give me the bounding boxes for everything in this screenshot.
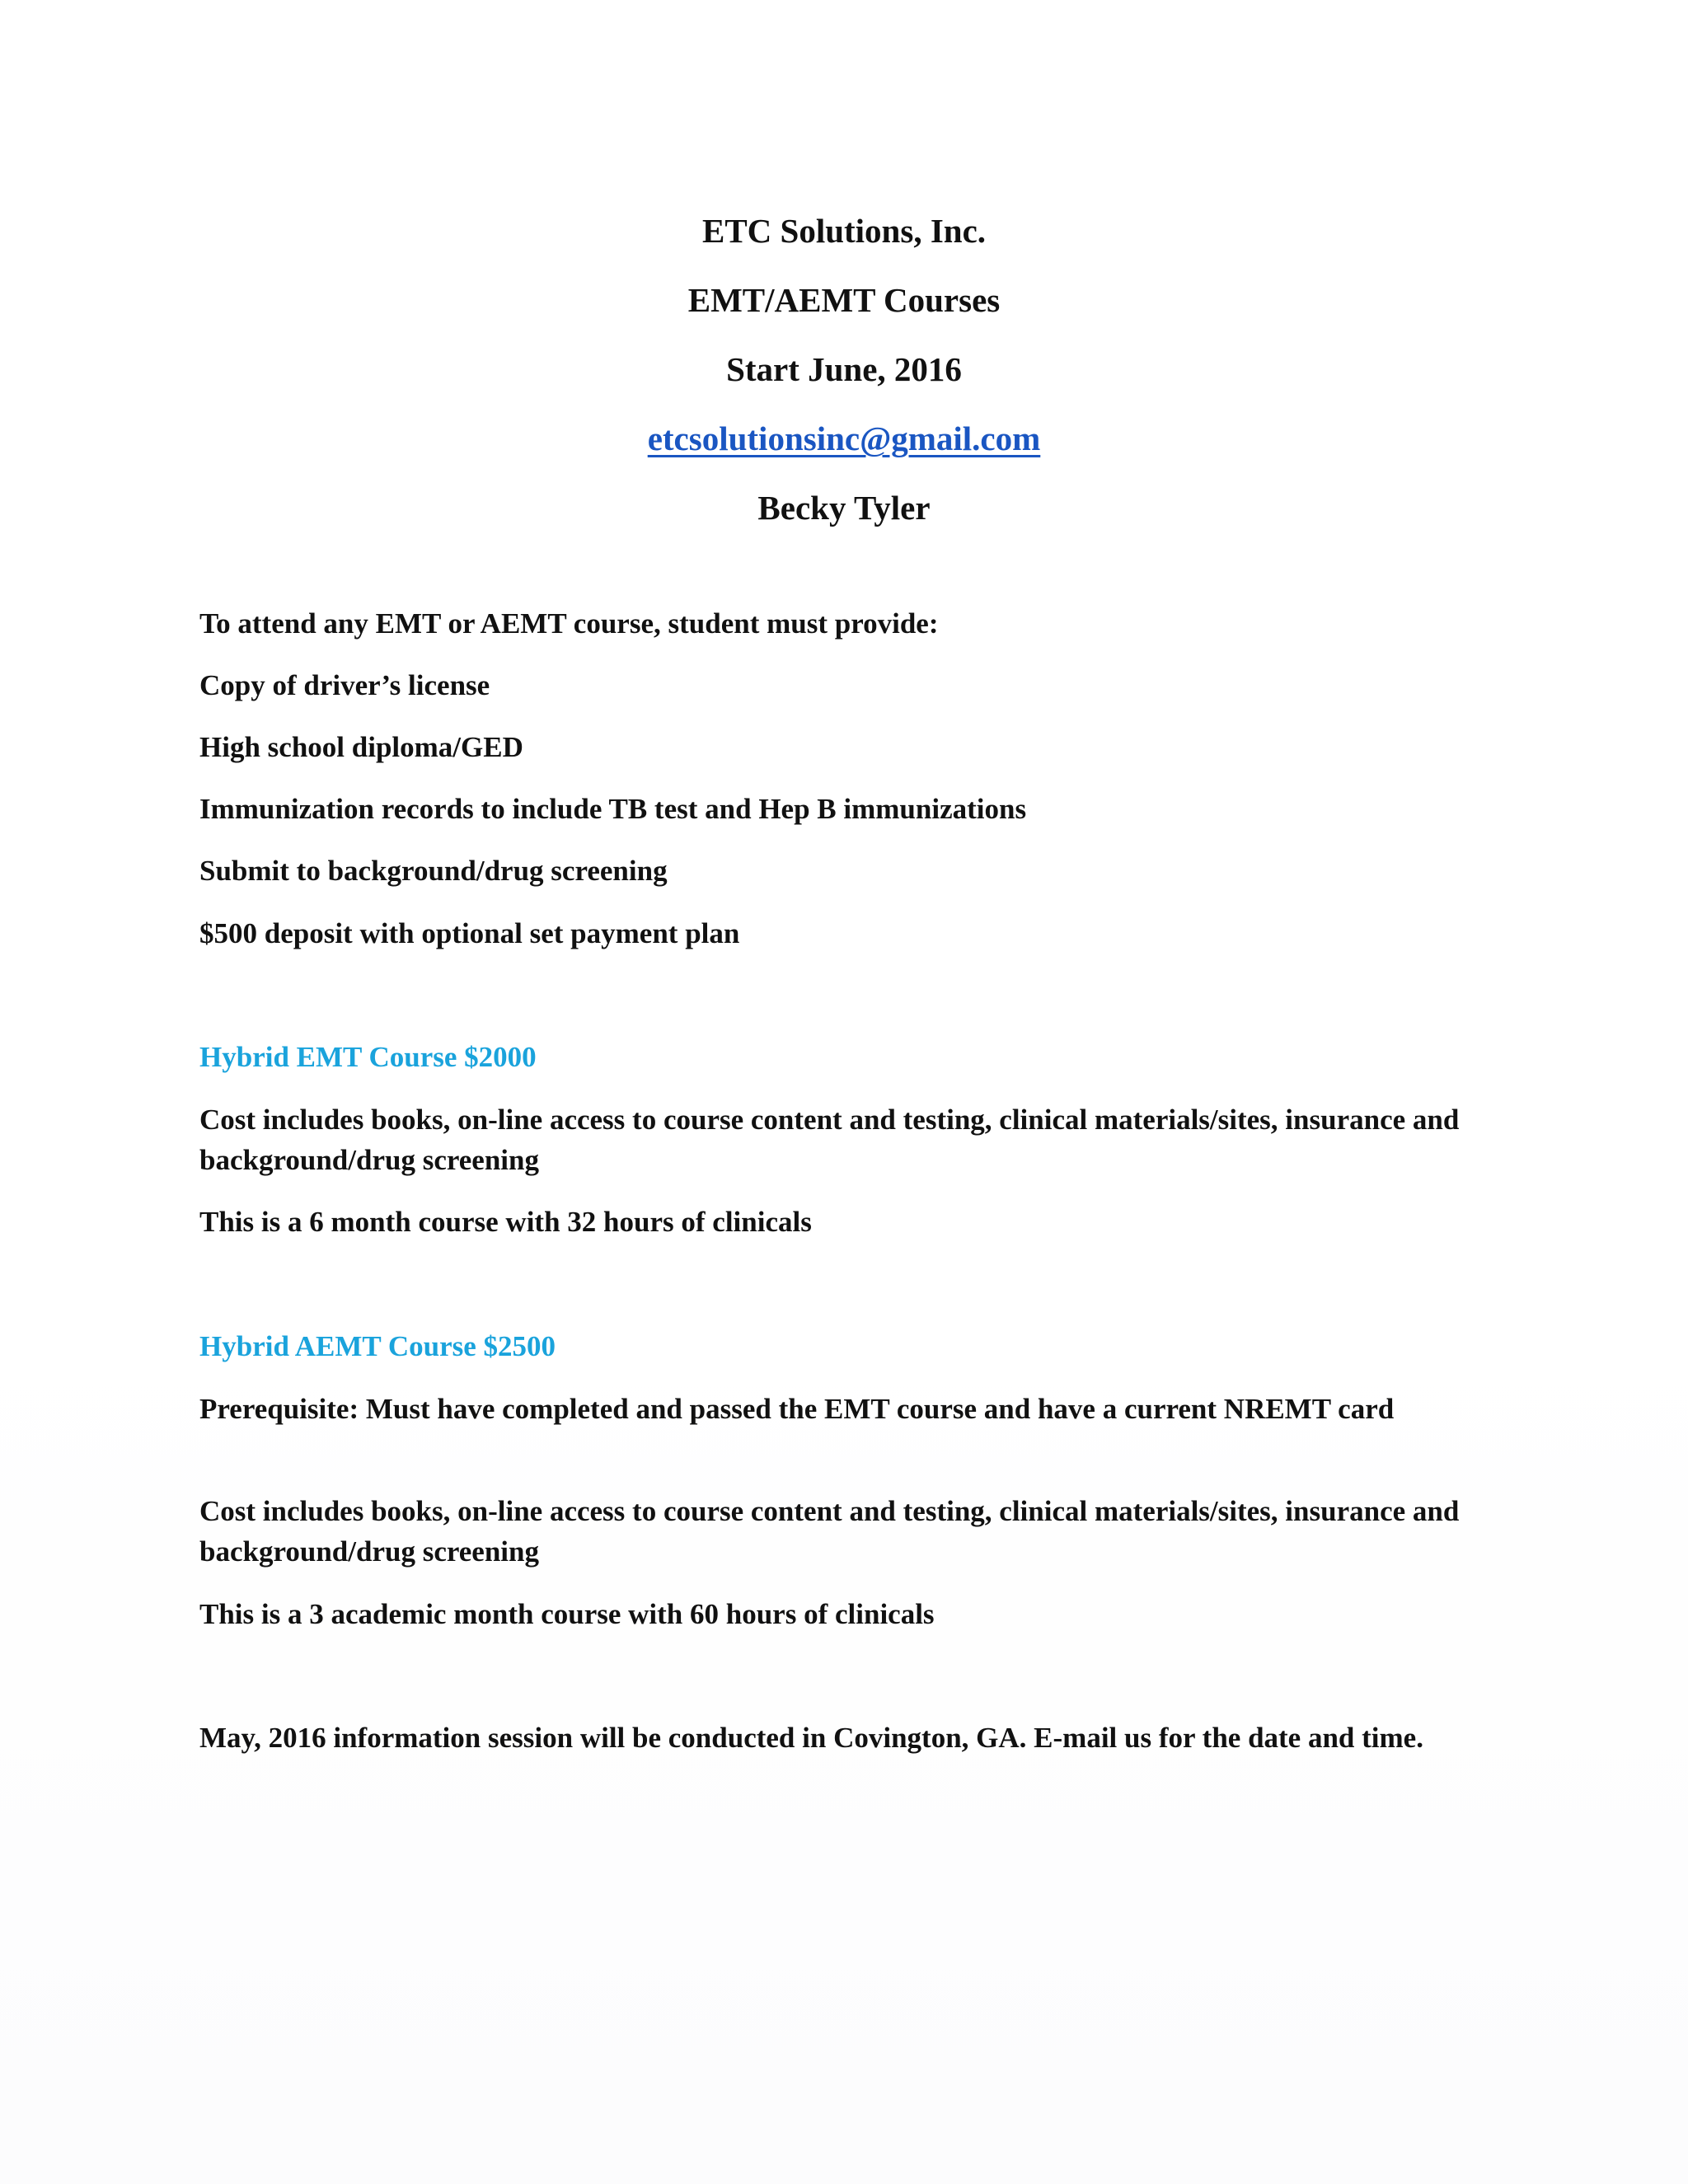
requirements-intro: To attend any EMT or AEMT course, student must provide: [199, 607, 939, 640]
requirement-item: Submit to background/drug screening [199, 855, 668, 887]
aemt-course-cost: Cost includes books, on-line access to course content and testing, clinical materials/sites, insurance and background/drug screening [199, 1495, 1460, 1568]
document-header [0, 196, 1688, 542]
aemt-prerequisite: Prerequisite: Must have completed and passed the EMT course and have a current NREMT card [199, 1393, 1395, 1425]
email-link[interactable]: etcsolutionsinc@gmail.com [647, 419, 1041, 457]
requirement-item: Copy of driver’s license [199, 669, 490, 701]
info-session: May, 2016 information session will be conducted in Covington, GA. E-mail us for the date and time. [199, 1722, 1423, 1754]
emt-course-cost: Cost includes books, on-line access to course content and testing, clinical materials/sites, insurance and background/drug screening [199, 1104, 1460, 1176]
aemt-course-heading: Hybrid AEMT Course $2500 [199, 1330, 556, 1362]
email-line [0, 404, 1688, 473]
emt-course-heading: Hybrid EMT Course $2000 [199, 1041, 537, 1073]
start-date: Start June, 2016 [726, 350, 962, 388]
requirement-item: $500 deposit with optional set payment plan [199, 917, 740, 949]
contact-name: Becky Tyler [757, 489, 931, 527]
requirement-item: Immunization records to include TB test and Hep B immunizations [199, 793, 1027, 825]
aemt-course-duration: This is a 3 academic month course with 60 hours of clinicals [199, 1598, 935, 1630]
courses-title: EMT/AEMT Courses [687, 281, 1001, 319]
requirement-item: High school diploma/GED [199, 731, 523, 763]
emt-course-duration: This is a 6 month course with 32 hours of clinicals [199, 1206, 812, 1238]
company-name: ETC Solutions, Inc. [701, 212, 987, 250]
